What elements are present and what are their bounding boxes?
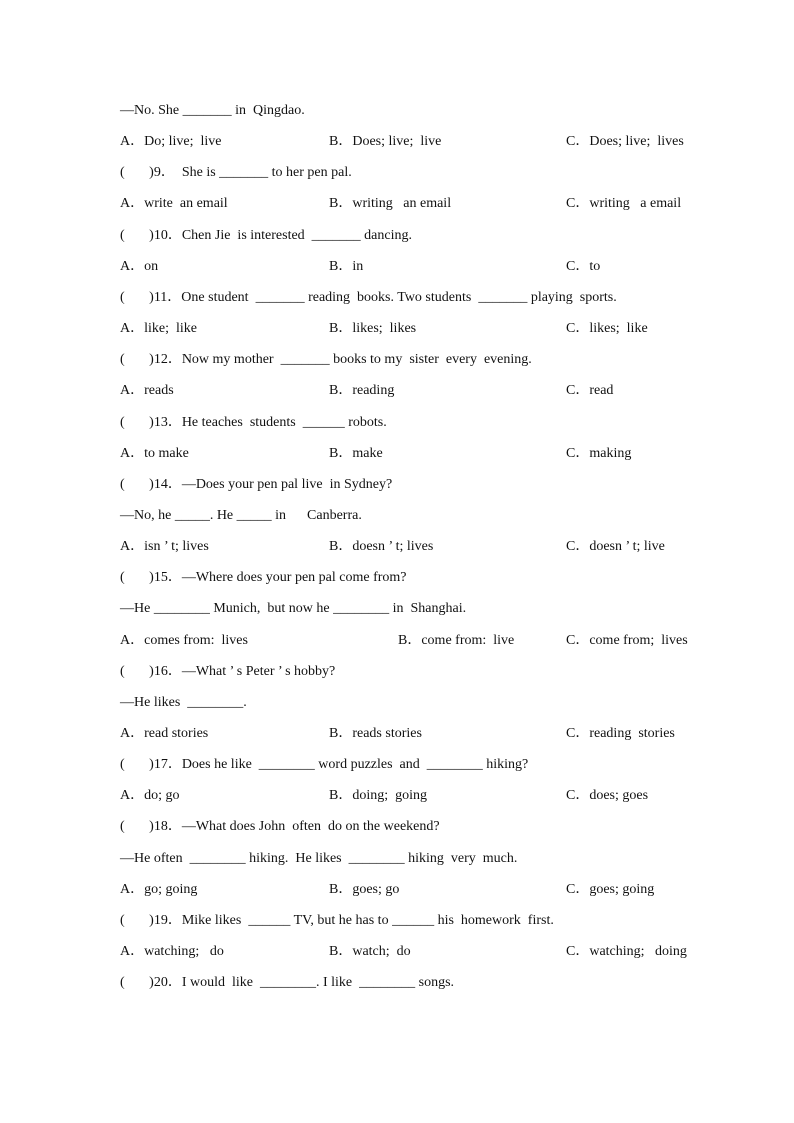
option-a: A．do; go [120,788,180,803]
option-c: C．come from; lives [566,633,688,648]
option-c: C．goes; going [566,882,655,897]
question-line: —He likes ________. [120,695,247,710]
option-c: C．read [566,383,614,398]
question-line: ( )20．I would like ________. I like ________ songs. [120,975,455,990]
option-a: A．write an email [120,196,228,211]
option-a: A．Do; live; live [120,134,222,149]
option-a: A．read stories [120,726,209,741]
option-c: C．making [566,446,632,461]
option-b: B．in [329,259,364,274]
question-line: —He ________ Munich, but now he ________ in Shanghai. [120,601,467,616]
option-b: B．likes; likes [329,321,417,336]
question-line: —No, he _____. He _____ in Canberra. [120,508,362,523]
option-a: A．like; like [120,321,197,336]
option-c: C．does; goes [566,788,649,803]
option-a: A．watching; do [120,944,224,959]
option-c: C．reading stories [566,726,675,741]
question-line: ( )16．—What ’ s Peter ’ s hobby? [120,664,336,679]
question-line: ( )17．Does he like ________ word puzzles and ________ hiking? [120,757,529,772]
option-a: A．reads [120,383,174,398]
option-b: B．watch; do [329,944,411,959]
question-line: —He often ________ hiking. He likes ________ hiking very much. [120,851,518,866]
option-b: B．goes; go [329,882,400,897]
option-c: C．doesn ’ t; live [566,539,665,554]
question-line: ( )12．Now my mother _______ books to my sister every evening. [120,352,532,367]
option-a: A．go; going [120,882,198,897]
question-line: —No. She _______ in Qingdao. [120,103,305,118]
option-b: B．Does; live; live [329,134,442,149]
option-b: B．doesn ’ t; lives [329,539,434,554]
question-line: ( )18．—What does John often do on the weekend? [120,819,440,834]
option-a: A．to make [120,446,189,461]
option-b: B．writing an email [329,196,452,211]
option-b: B．make [329,446,383,461]
question-line: ( )19．Mike likes ______ TV, but he has to ______ his homework first. [120,913,554,928]
option-a: A．isn ’ t; lives [120,539,209,554]
question-line: ( )9． She is _______ to her pen pal. [120,165,352,180]
question-line: ( )14．—Does your pen pal live in Sydney? [120,477,393,492]
question-line: ( )13．He teaches students ______ robots. [120,415,387,430]
question-line: ( )11．One student _______ reading books. Two students _______ playing sports. [120,290,617,305]
option-c: C．likes; like [566,321,648,336]
option-b: B．reading [329,383,395,398]
option-a: A．comes from: lives [120,633,248,648]
option-b: B．doing; going [329,788,428,803]
question-line: ( )15．—Where does your pen pal come from? [120,570,407,585]
option-a: A．on [120,259,159,274]
option-c: C．writing a email [566,196,682,211]
option-c: C．to [566,259,601,274]
option-c: C．Does; live; lives [566,134,684,149]
question-line: ( )10．Chen Jie is interested _______ dancing. [120,228,413,243]
option-b: B．come from: live [398,633,515,648]
option-b: B．reads stories [329,726,422,741]
option-c: C．watching; doing [566,944,687,959]
